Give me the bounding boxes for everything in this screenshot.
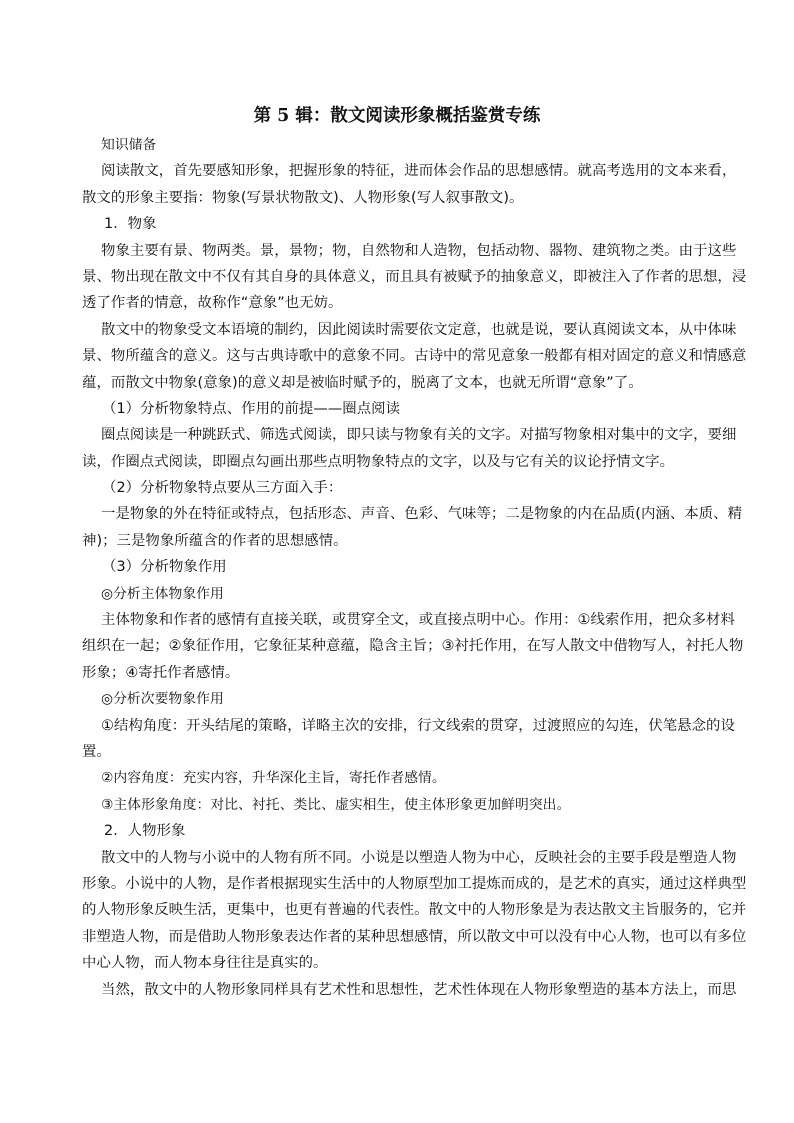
paragraph-line: 神)；三是物象所蕴含的作者的思想感情。 xyxy=(82,532,348,549)
section-label-knowledge: 知识储备 xyxy=(101,137,157,153)
bullet-heading-secondary: ◎分析次要物象作用 xyxy=(101,691,224,708)
subheading-2: （2）分析物象特点要从三方面入手： xyxy=(102,480,343,497)
paragraph-line: 中心人物，而人物本身往往是真实的。 xyxy=(82,955,328,972)
paragraph-line: 物象主要有景、物两类。景，景物；物，自然物和人造物，包括动物、器物、建筑物之类。由于这些 xyxy=(101,242,737,259)
paragraph-line: ①结构角度：开头结尾的策略，详略主次的安排，行文线索的贯穿，过渡照应的勾连，伏笔悬念的设 xyxy=(101,717,735,734)
paragraph-line: 圈点阅读是一种跳跃式、筛选式阅读，即只读与物象有关的文字。对描写物象相对集中的文字，要细 xyxy=(101,427,737,444)
section-heading-renwu: 2．人物形象 xyxy=(104,823,186,840)
paragraph-line: 景、物出现在散文中不仅有其自身的具体意义，而且具有被赋予的抽象意义，即被注入了作者的思想，浸 xyxy=(82,268,747,285)
paragraph-line: 组织在一起；②象征作用，它象征某种意蕴，隐含主旨；③衬托作用，在写人散文中借物写人，衬托人物 xyxy=(82,638,744,655)
document-body xyxy=(82,132,747,1003)
paragraph-line: 一是物象的外在特征或特点，包括形态、声音、色彩、气味等；二是物象的内在品质(内涵、本质、精 xyxy=(101,506,743,523)
bullet-heading-main: ◎分析主体物象作用 xyxy=(101,585,224,602)
subheading-1: （1）分析物象特点、作用的前提——圈点阅读 xyxy=(102,400,401,417)
paragraph-line: 的人物形象反映生活，更集中，也更有普遍的代表性。散文中的人物形象是为表达散文主旨服务的，它并 xyxy=(82,902,747,919)
paragraph-line: 散文中的物象受文本语境的制约，因此阅读时需要依文定意，也就是说，要认真阅读文本，从中体味 xyxy=(101,321,737,338)
paragraph-line: 形象；④寄托作者感情。 xyxy=(82,664,240,681)
paragraph-line: 形象。小说中的人物，是作者根据现实生活中的人物原型加工提炼而成的，是艺术的真实，通过这样典型 xyxy=(82,875,747,892)
paragraph-line: 散文中的人物与小说中的人物有所不同。小说是以塑造人物为中心，反映社会的主要手段是塑造人物 xyxy=(101,849,737,866)
paragraph-line: 阅读散文，首先要感知形象，把握形象的特征，进而体会作品的思想感情。就高考选用的文本来看， xyxy=(101,163,737,180)
paragraph-line: 当然，散文中的人物形象同样具有艺术性和思想性，艺术性体现在人物形象塑造的基本方法上，而思 xyxy=(101,981,737,998)
list-item: ②内容角度：充实内容，升华深化主旨，寄托作者感情。 xyxy=(101,770,446,787)
subheading-3: （3）分析物象作用 xyxy=(102,559,227,576)
paragraph-line: 非塑造人物，而是借助人物形象表达作者的某种思想感情，所以散文中可以没有中心人物，也可以有多位 xyxy=(82,928,747,945)
paragraph-line: 透了作者的情意，故称作“意象”也无妨。 xyxy=(82,295,343,312)
paragraph-line: 景、物所蕴含的意义。这与古典诗歌中的意象不同。古诗中的常见意象一般都有相对固定的意义和情感意 xyxy=(82,348,747,365)
document-title: 第 5 辑：散文阅读形象概括鉴赏专练 xyxy=(253,106,541,126)
paragraph-line: 主体物象和作者的感情有直接关联，或贯穿全文，或直接点明中心。作用：①线索作用，把众多材料 xyxy=(101,612,735,629)
list-item: ③主体形象角度：对比、衬托、类比、虚实相生，使主体形象更加鲜明突出。 xyxy=(101,796,571,813)
paragraph-line: 蕴，而散文中物象(意象)的意义却是被临时赋予的，脱离了文本，也就无所谓“意象”了。 xyxy=(82,374,643,391)
paragraph-line: 散文的形象主要指：物象(写景状物散文)、人物形象(写人叙事散文)。 xyxy=(82,189,524,206)
paragraph-line: 置。 xyxy=(82,743,111,760)
paragraph-line: 读，作圈点式阅读，即圈点勾画出那些点明物象特点的文字，以及与它有关的议论抒情文字。 xyxy=(82,453,675,470)
section-heading-wuxiang: 1．物象 xyxy=(104,216,157,233)
